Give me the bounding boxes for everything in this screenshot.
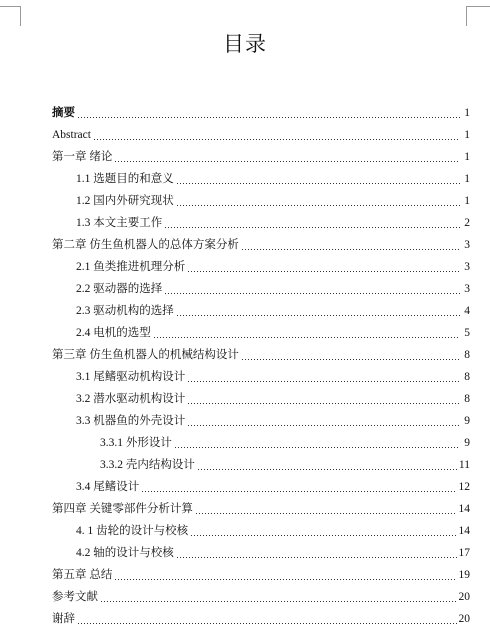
toc-entry[interactable]: [52, 324, 470, 342]
toc-entry[interactable]: [52, 566, 470, 584]
toc-dot-leader: [187, 425, 460, 426]
toc-entry-page-number: 1: [464, 195, 470, 207]
toc-dot-leader: [93, 139, 460, 140]
toc-dot-leader: [197, 469, 457, 470]
toc-entry-label: 1.2 国内外研究现状: [76, 195, 174, 207]
toc-entry-page-number: 17: [458, 547, 470, 559]
toc-entry[interactable]: [52, 412, 470, 430]
toc-entry-label: 2.3 驱动机构的选择: [76, 305, 174, 317]
toc-entry-page-number: 20: [458, 613, 470, 625]
toc-entry-page-number: 4: [464, 305, 470, 317]
toc-entry-page-number: 9: [464, 415, 470, 427]
toc-entry-page-number: 5: [464, 327, 470, 339]
toc-entry-label: 4.2 轴的设计与校核: [76, 547, 174, 559]
toc-entry-page-number: 1: [464, 107, 470, 119]
toc-entry-label: 3.3 机器鱼的外壳设计: [76, 415, 186, 427]
toc-dot-leader: [114, 579, 456, 580]
toc-dot-leader: [190, 535, 456, 536]
toc-dot-leader: [176, 315, 460, 316]
toc-entry-page-number: 9: [464, 437, 470, 449]
toc-entry[interactable]: [52, 368, 470, 386]
toc-dot-leader: [176, 557, 457, 558]
toc-entry-page-number: 20: [458, 591, 470, 603]
toc-entry-label: 谢辞: [52, 613, 75, 625]
toc-dot-leader: [141, 491, 456, 492]
toc-entry-page-number: 1: [464, 151, 470, 163]
toc-entry-label: 第一章 绪论: [52, 151, 113, 163]
corner-mark-left-horizontal: [0, 6, 20, 7]
toc-dot-leader: [77, 117, 460, 118]
toc-entry-page-number: 8: [464, 371, 470, 383]
toc-entry[interactable]: [52, 258, 470, 276]
toc-entry-page-number: 14: [458, 503, 470, 515]
toc-entry-page-number: 3: [464, 283, 470, 295]
toc-entry-page-number: 8: [464, 349, 470, 361]
toc-entry-label: 1.3 本文主要工作: [76, 217, 163, 229]
toc-dot-leader: [176, 205, 460, 206]
toc-entry[interactable]: [52, 104, 470, 122]
toc-entry[interactable]: [52, 192, 470, 210]
toc-entry-page-number: 14: [458, 525, 470, 537]
toc-dot-leader: [176, 183, 460, 184]
toc-dot-leader: [174, 447, 460, 448]
toc-dot-leader: [241, 359, 460, 360]
toc-entry-page-number: 19: [458, 569, 470, 581]
toc-entry-label: 4. 1 齿轮的设计与校核: [76, 525, 189, 537]
corner-mark-left-vertical: [20, 6, 21, 26]
toc-entry[interactable]: [52, 478, 470, 496]
toc-entry-label: 3.2 潜水驱动机构设计: [76, 393, 186, 405]
toc-entry-label: 参考文献: [52, 591, 98, 603]
toc-entry-label: 2.2 驱动器的选择: [76, 283, 163, 295]
toc-entry-label: 3.4 尾鳍设计: [76, 481, 140, 493]
toc-entry[interactable]: [52, 610, 470, 628]
toc-dot-leader: [153, 337, 460, 338]
toc-entry[interactable]: [52, 302, 470, 320]
toc-entry[interactable]: [52, 390, 470, 408]
toc-entry[interactable]: [52, 280, 470, 298]
toc-entry-page-number: 8: [464, 393, 470, 405]
toc-dot-leader: [187, 381, 460, 382]
toc-entry-label: Abstract: [52, 129, 91, 141]
toc-dot-leader: [187, 403, 460, 404]
toc-entry[interactable]: [52, 544, 470, 562]
toc-entry[interactable]: [52, 170, 470, 188]
toc-entry[interactable]: [52, 588, 470, 606]
toc-entry-label: 3.1 尾鳍驱动机构设计: [76, 371, 186, 383]
toc-entry-page-number: 3: [464, 239, 470, 251]
toc-entry-label: 第二章 仿生鱼机器人的总体方案分析: [52, 239, 239, 251]
toc-entry[interactable]: [52, 522, 470, 540]
toc-dot-leader: [77, 623, 457, 624]
toc-entry-page-number: 3: [464, 261, 470, 273]
toc-entry[interactable]: [52, 500, 470, 518]
toc-entry-label: 第三章 仿生鱼机器人的机械结构设计: [52, 349, 239, 361]
toc-entry-page-number: 1: [464, 173, 470, 185]
toc-entry[interactable]: [52, 434, 470, 452]
toc-entry[interactable]: [52, 346, 470, 364]
toc-dot-leader: [114, 161, 460, 162]
toc-dot-leader: [195, 513, 457, 514]
toc-dot-leader: [164, 293, 460, 294]
toc-dot-leader: [241, 249, 460, 250]
toc-entry-page-number: 2: [464, 217, 470, 229]
toc-entry-label: 第四章 关键零部件分析计算: [52, 503, 193, 515]
corner-mark-right-vertical: [466, 6, 467, 26]
toc-entry-page-number: 11: [458, 459, 470, 471]
toc-dot-leader: [100, 601, 457, 602]
toc-entry-page-number: 1: [464, 129, 470, 141]
toc-entry[interactable]: [52, 456, 470, 474]
toc-entry[interactable]: [52, 126, 470, 144]
toc-entry-label: 1.1 选题目的和意义: [76, 173, 174, 185]
toc-entry-label: 摘要: [52, 107, 75, 119]
toc-entry-label: 3.3.2 壳内结构设计: [100, 459, 195, 471]
toc-dot-leader: [164, 227, 460, 228]
corner-mark-right-horizontal: [467, 6, 490, 7]
toc-entry[interactable]: [52, 214, 470, 232]
toc-entry[interactable]: [52, 236, 470, 254]
toc-entry-label: 3.3.1 外形设计: [100, 437, 172, 449]
toc-dot-leader: [187, 271, 460, 272]
toc-entry[interactable]: [52, 148, 470, 166]
toc-entry-label: 第五章 总结: [52, 569, 113, 581]
toc-entry-label: 2.1 鱼类推进机理分析: [76, 261, 186, 273]
toc-entry-label: 2.4 电机的选型: [76, 327, 151, 339]
page-title: 目录: [223, 32, 267, 56]
toc-entry-page-number: 12: [458, 481, 470, 493]
